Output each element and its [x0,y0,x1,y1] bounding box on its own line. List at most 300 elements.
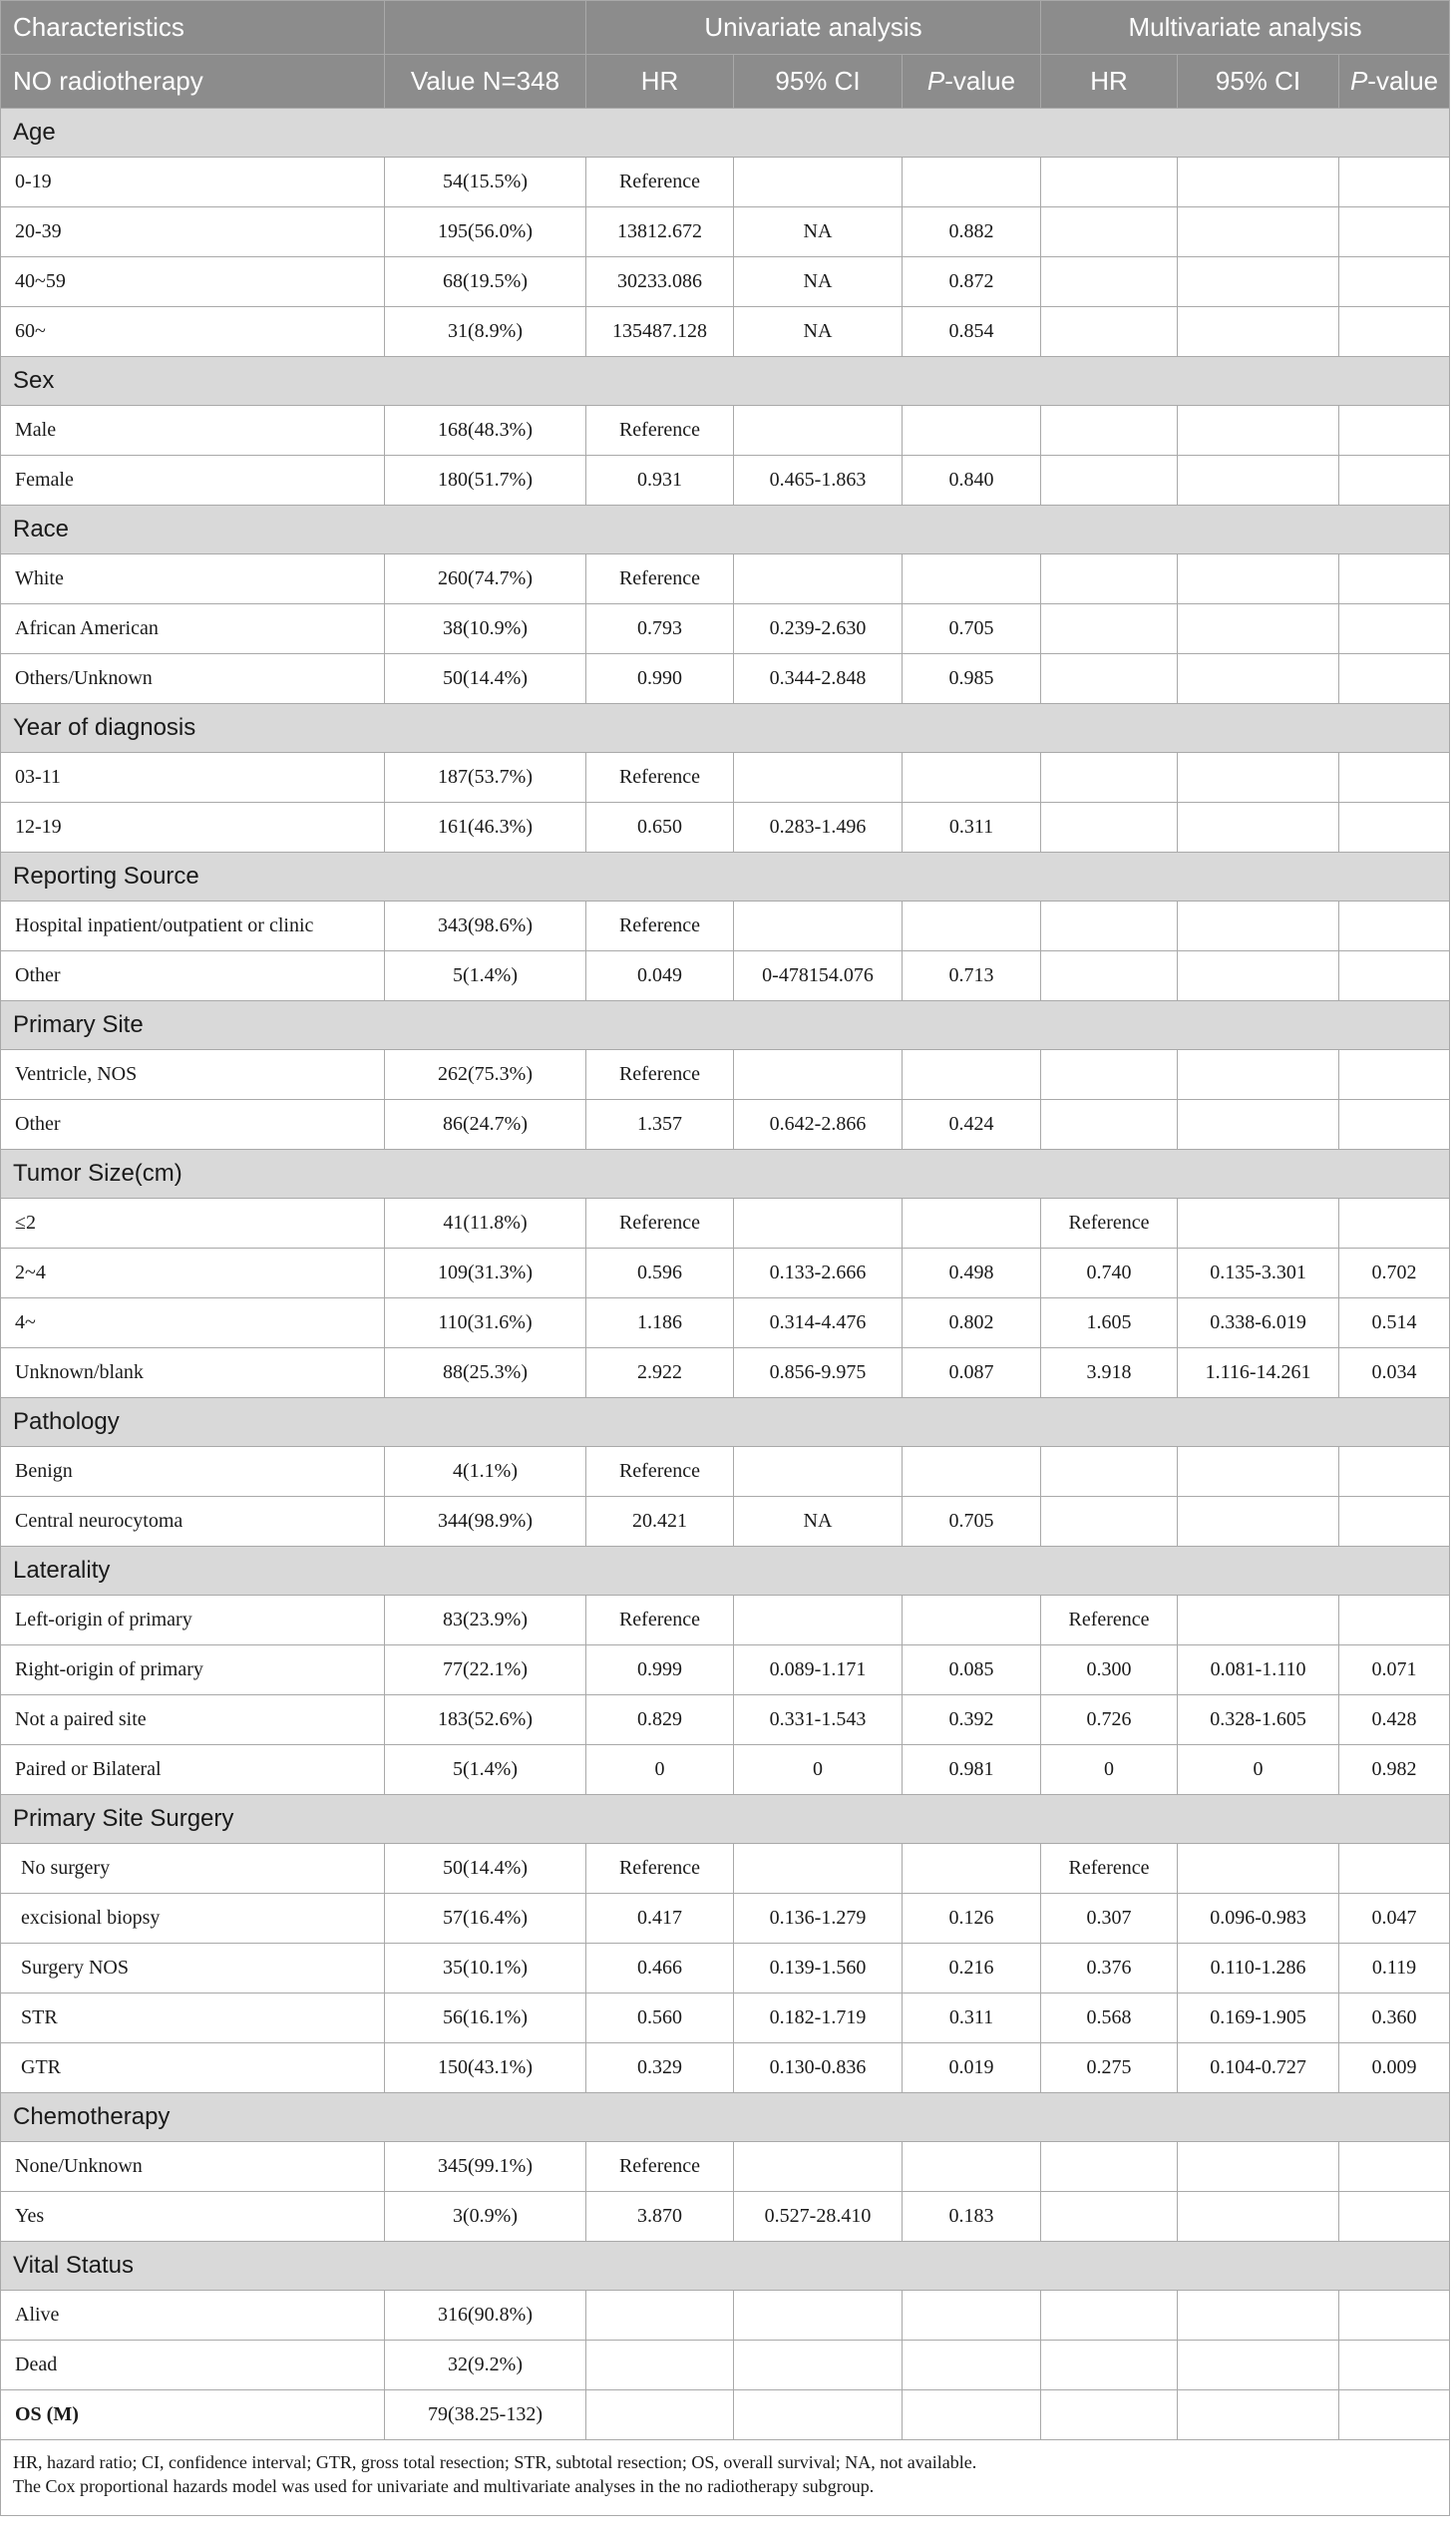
cell-uni-p [903,2341,1041,2390]
cell-uni-ci: 0.642-2.866 [734,1100,903,1150]
cell-uni-hr: 0.829 [586,1695,734,1745]
header-characteristics: Characteristics [1,1,385,55]
cell-label: Other [1,951,385,1001]
table-row [1,1447,1450,1497]
cell-uni-ci [734,1596,903,1645]
cell-uni-ci: 0.089-1.171 [734,1645,903,1695]
cell-multi-hr [1041,2341,1178,2390]
cell-multi-p [1339,456,1450,506]
cell-multi-ci [1178,1497,1339,1547]
table-row [1,158,1450,207]
cell-multi-p: 0.034 [1339,1348,1450,1398]
cell-multi-p [1339,406,1450,456]
cell-multi-p: 0.428 [1339,1695,1450,1745]
cell-multi-ci: 1.116-14.261 [1178,1348,1339,1398]
header-multi-ci: 95% CI [1178,55,1339,109]
cell-uni-ci: NA [734,307,903,357]
cell-label: excisional biopsy [1,1894,385,1944]
cell-label: Not a paired site [1,1695,385,1745]
cell-multi-hr: Reference [1041,1199,1178,1249]
cell-uni-p: 0.872 [903,257,1041,307]
table-row [1,1944,1450,1993]
cell-multi-ci [1178,207,1339,257]
cell-label: 0-19 [1,158,385,207]
cell-value: 343(98.6%) [385,902,586,951]
cell-multi-ci [1178,902,1339,951]
section-title: Vital Status [1,2242,1450,2291]
table-row [1,257,1450,307]
cell-multi-ci: 0.081-1.110 [1178,1645,1339,1695]
section-header-row [1,853,1450,902]
header-uni-ci: 95% CI [734,55,903,109]
cell-uni-p [903,2291,1041,2341]
cell-multi-p [1339,2390,1450,2440]
cell-uni-hr: 0.049 [586,951,734,1001]
cell-multi-ci: 0.328-1.605 [1178,1695,1339,1745]
cell-value: 345(99.1%) [385,2142,586,2192]
cell-multi-p [1339,2142,1450,2192]
cell-value: 262(75.3%) [385,1050,586,1100]
section-header-row [1,704,1450,753]
cell-multi-p: 0.982 [1339,1745,1450,1795]
cell-uni-hr: 0.990 [586,654,734,704]
cell-uni-p: 0.183 [903,2192,1041,2242]
cell-multi-p [1339,654,1450,704]
cell-uni-p [903,753,1041,803]
cell-value: 161(46.3%) [385,803,586,853]
cell-uni-hr: Reference [586,1596,734,1645]
cell-multi-hr: Reference [1041,1844,1178,1894]
header-uni-p-rest: -value [944,66,1016,96]
cell-value: 183(52.6%) [385,1695,586,1745]
header-uni-p [903,55,1041,109]
cell-value: 57(16.4%) [385,1894,586,1944]
cell-uni-ci [734,1447,903,1497]
header-value: Value N=348 [385,55,586,109]
cell-label: Male [1,406,385,456]
cell-uni-p [903,158,1041,207]
cell-uni-hr: 0.999 [586,1645,734,1695]
cell-multi-hr: 0.275 [1041,2043,1178,2093]
cell-uni-hr: 0.417 [586,1894,734,1944]
cell-uni-ci [734,1199,903,1249]
cell-multi-hr: 0.376 [1041,1944,1178,1993]
cell-multi-p [1339,158,1450,207]
cell-label: Others/Unknown [1,654,385,704]
cell-uni-p [903,1844,1041,1894]
cell-multi-hr: 1.605 [1041,1298,1178,1348]
cell-multi-hr [1041,1447,1178,1497]
cell-multi-hr [1041,753,1178,803]
cell-value: 180(51.7%) [385,456,586,506]
cell-uni-hr: 30233.086 [586,257,734,307]
section-title: Laterality [1,1547,1450,1596]
cell-multi-p: 0.009 [1339,2043,1450,2093]
cell-uni-p: 0.840 [903,456,1041,506]
cell-multi-hr [1041,257,1178,307]
cell-uni-p: 0.802 [903,1298,1041,1348]
cell-multi-ci [1178,1050,1339,1100]
cell-uni-hr: 0.931 [586,456,734,506]
cell-multi-ci [1178,2291,1339,2341]
cell-multi-hr [1041,554,1178,604]
footnote-abbreviations: HR, hazard ratio; CI, confidence interval; GTR, gross total resection; STR, subtotal resection; OS, overall survival; NA, not available. [13,2452,977,2472]
cell-label: Yes [1,2192,385,2242]
cell-uni-ci: 0.133-2.666 [734,1249,903,1298]
cell-multi-hr [1041,604,1178,654]
section-title: Pathology [1,1398,1450,1447]
cell-uni-hr: 1.186 [586,1298,734,1348]
cell-multi-hr [1041,1497,1178,1547]
cell-multi-ci [1178,2192,1339,2242]
cell-multi-hr [1041,951,1178,1001]
cell-value: 5(1.4%) [385,1745,586,1795]
cell-value: 35(10.1%) [385,1944,586,1993]
cell-multi-ci: 0.110-1.286 [1178,1944,1339,1993]
table-row [1,1348,1450,1398]
cell-multi-hr [1041,2142,1178,2192]
cell-uni-p [903,406,1041,456]
header-univariate: Univariate analysis [586,1,1041,55]
section-title: Tumor Size(cm) [1,1150,1450,1199]
cell-label: Benign [1,1447,385,1497]
section-header-row [1,2093,1450,2142]
header-uni-hr: HR [586,55,734,109]
cell-uni-hr: 20.421 [586,1497,734,1547]
section-title: Sex [1,357,1450,406]
cell-multi-hr [1041,456,1178,506]
cell-multi-p [1339,2291,1450,2341]
cell-value: 32(9.2%) [385,2341,586,2390]
cell-multi-ci [1178,604,1339,654]
cell-label: Left-origin of primary [1,1596,385,1645]
section-title: Age [1,109,1450,158]
table-row [1,1745,1450,1795]
table-row [1,902,1450,951]
table-row [1,1596,1450,1645]
cell-multi-ci [1178,554,1339,604]
table-row [1,2043,1450,2093]
cell-label: Hospital inpatient/outpatient or clinic [1,902,385,951]
cell-multi-hr: 0.568 [1041,1993,1178,2043]
cell-value: 3(0.9%) [385,2192,586,2242]
cell-uni-ci: 0.283-1.496 [734,803,903,853]
cell-uni-p: 0.424 [903,1100,1041,1150]
cell-multi-ci [1178,1447,1339,1497]
cell-multi-ci [1178,2341,1339,2390]
section-title: Reporting Source [1,853,1450,902]
section-header-row [1,357,1450,406]
cell-label: 20-39 [1,207,385,257]
cell-multi-p [1339,1497,1450,1547]
cell-label: STR [1,1993,385,2043]
cell-label: African American [1,604,385,654]
cell-uni-ci: 0.239-2.630 [734,604,903,654]
cell-label: 4~ [1,1298,385,1348]
cell-label: Surgery NOS [1,1944,385,1993]
cell-label: Unknown/blank [1,1348,385,1398]
cell-uni-ci [734,2291,903,2341]
cell-label: 03-11 [1,753,385,803]
cell-uni-hr: Reference [586,902,734,951]
cell-multi-hr [1041,2192,1178,2242]
header-multi-p [1339,55,1450,109]
cell-multi-hr: 0.307 [1041,1894,1178,1944]
cell-multi-hr [1041,803,1178,853]
cell-multi-ci: 0.135-3.301 [1178,1249,1339,1298]
cell-uni-ci [734,2390,903,2440]
table-row [1,951,1450,1001]
footnote-method: The Cox proportional hazards model was used for univariate and multivariate analyses in the no radiotherapy subgroup. [13,2476,875,2496]
cell-uni-ci [734,158,903,207]
cell-uni-p: 0.981 [903,1745,1041,1795]
cell-value: 68(19.5%) [385,257,586,307]
cell-multi-hr [1041,902,1178,951]
cell-multi-p [1339,1447,1450,1497]
cell-uni-hr: 0.560 [586,1993,734,2043]
cell-uni-ci [734,1050,903,1100]
header-blank [385,1,586,55]
cell-uni-p: 0.019 [903,2043,1041,2093]
cell-value: 88(25.3%) [385,1348,586,1398]
cell-uni-p: 0.882 [903,207,1041,257]
cell-multi-p [1339,2192,1450,2242]
section-header-row [1,1547,1450,1596]
cell-uni-hr: Reference [586,753,734,803]
cell-value: 187(53.7%) [385,753,586,803]
cell-multi-hr: 3.918 [1041,1348,1178,1398]
section-title: Year of diagnosis [1,704,1450,753]
cell-multi-hr: 0.726 [1041,1695,1178,1745]
cell-multi-ci [1178,1596,1339,1645]
section-title: Primary Site Surgery [1,1795,1450,1844]
cell-label: Ventricle, NOS [1,1050,385,1100]
table-row [1,1100,1450,1150]
table-row [1,2341,1450,2390]
cell-multi-hr [1041,1100,1178,1150]
cell-multi-p [1339,1844,1450,1894]
cell-uni-p: 0.392 [903,1695,1041,1745]
cell-value: 344(98.9%) [385,1497,586,1547]
cell-multi-hr: Reference [1041,1596,1178,1645]
cell-uni-ci: 0.527-28.410 [734,2192,903,2242]
cell-multi-p [1339,2341,1450,2390]
cell-uni-hr: Reference [586,1050,734,1100]
cell-multi-ci: 0.338-6.019 [1178,1298,1339,1348]
cell-uni-p [903,554,1041,604]
cell-uni-ci [734,2341,903,2390]
cell-multi-p: 0.071 [1339,1645,1450,1695]
cell-uni-hr: Reference [586,158,734,207]
cell-uni-ci: NA [734,207,903,257]
cell-uni-hr: 0.329 [586,2043,734,2093]
cell-uni-ci [734,406,903,456]
section-title: Chemotherapy [1,2093,1450,2142]
cell-uni-ci: 0.130-0.836 [734,2043,903,2093]
table-row [1,753,1450,803]
table-row [1,1993,1450,2043]
table-row [1,803,1450,853]
table-row [1,456,1450,506]
cell-uni-ci: NA [734,1497,903,1547]
section-header-row [1,2242,1450,2291]
cell-value: 4(1.1%) [385,1447,586,1497]
cell-multi-ci: 0.169-1.905 [1178,1993,1339,2043]
cell-uni-ci [734,554,903,604]
section-header-row [1,109,1450,158]
cell-value: 41(11.8%) [385,1199,586,1249]
cell-value: 168(48.3%) [385,406,586,456]
cell-label: ≤2 [1,1199,385,1249]
table-row [1,654,1450,704]
cell-uni-hr: 0.466 [586,1944,734,1993]
cell-label: Other [1,1100,385,1150]
cell-uni-p [903,1050,1041,1100]
cell-uni-p: 0.985 [903,654,1041,704]
cell-multi-ci: 0.096-0.983 [1178,1894,1339,1944]
header-row-2 [1,55,1450,109]
cell-multi-ci [1178,456,1339,506]
header-multivariate: Multivariate analysis [1041,1,1450,55]
cell-uni-hr: Reference [586,1447,734,1497]
header-uni-p-italic: P [926,66,945,96]
table-row [1,207,1450,257]
cell-multi-hr: 0 [1041,1745,1178,1795]
cell-uni-p [903,1447,1041,1497]
cell-uni-ci: 0 [734,1745,903,1795]
section-header-row [1,1150,1450,1199]
cell-uni-hr: 2.922 [586,1348,734,1398]
cell-label: 40~59 [1,257,385,307]
cell-label: OS (M) [1,2390,385,2440]
cell-multi-ci [1178,654,1339,704]
header-multi-p-italic: P [1349,66,1368,96]
cell-uni-ci: 0.465-1.863 [734,456,903,506]
cell-value: 260(74.7%) [385,554,586,604]
table-row [1,307,1450,357]
cell-label: None/Unknown [1,2142,385,2192]
section-header-row [1,506,1450,554]
table-row [1,1844,1450,1894]
cell-uni-ci: 0.182-1.719 [734,1993,903,2043]
cell-multi-p [1339,307,1450,357]
cell-uni-p: 0.498 [903,1249,1041,1298]
cell-uni-p: 0.311 [903,803,1041,853]
table-body [1,109,1450,2440]
cell-multi-p [1339,207,1450,257]
table-header [1,1,1450,109]
cell-uni-hr: Reference [586,406,734,456]
table-row [1,1497,1450,1547]
cell-value: 79(38.25-132) [385,2390,586,2440]
cell-multi-ci: 0.104-0.727 [1178,2043,1339,2093]
cell-multi-hr [1041,207,1178,257]
cell-multi-ci [1178,257,1339,307]
cell-uni-hr: Reference [586,554,734,604]
cell-uni-p: 0.087 [903,1348,1041,1398]
cell-multi-hr [1041,654,1178,704]
cell-label: Paired or Bilateral [1,1745,385,1795]
table-row [1,1645,1450,1695]
cell-uni-ci [734,753,903,803]
cell-value: 316(90.8%) [385,2291,586,2341]
cell-value: 5(1.4%) [385,951,586,1001]
cell-uni-p [903,902,1041,951]
cell-multi-p: 0.360 [1339,1993,1450,2043]
cell-uni-ci [734,1844,903,1894]
cell-uni-hr [586,2390,734,2440]
cell-multi-hr [1041,1050,1178,1100]
cell-uni-hr [586,2341,734,2390]
cell-value: 110(31.6%) [385,1298,586,1348]
cell-label: Right-origin of primary [1,1645,385,1695]
cell-uni-hr: 0 [586,1745,734,1795]
table-row [1,604,1450,654]
cell-multi-hr [1041,2291,1178,2341]
cell-uni-p: 0.216 [903,1944,1041,1993]
cell-multi-ci [1178,1100,1339,1150]
section-title: Primary Site [1,1001,1450,1050]
cell-uni-ci [734,902,903,951]
cell-uni-p [903,1596,1041,1645]
cell-value: 109(31.3%) [385,1249,586,1298]
cell-multi-ci [1178,1199,1339,1249]
cell-uni-p [903,2142,1041,2192]
header-multi-p-rest: -value [1367,66,1439,96]
cell-value: 50(14.4%) [385,1844,586,1894]
cell-uni-ci: NA [734,257,903,307]
cell-multi-hr [1041,406,1178,456]
cell-label: Alive [1,2291,385,2341]
cell-value: 86(24.7%) [385,1100,586,1150]
cell-label: 2~4 [1,1249,385,1298]
cell-multi-p [1339,1199,1450,1249]
cell-value: 38(10.9%) [385,604,586,654]
cell-value: 150(43.1%) [385,2043,586,2093]
footnote-row [1,2440,1450,2516]
cell-value: 56(16.1%) [385,1993,586,2043]
cell-multi-ci [1178,2390,1339,2440]
cell-multi-p: 0.119 [1339,1944,1450,1993]
cell-value: 54(15.5%) [385,158,586,207]
cell-uni-ci: 0.856-9.975 [734,1348,903,1398]
cell-uni-hr: 135487.128 [586,307,734,357]
cell-label: No surgery [1,1844,385,1894]
header-group: NO radiotherapy [1,55,385,109]
cell-uni-ci: 0.314-4.476 [734,1298,903,1348]
cell-uni-hr: 0.596 [586,1249,734,1298]
section-header-row [1,1001,1450,1050]
footnote-cell [1,2440,1450,2516]
cell-uni-p: 0.854 [903,307,1041,357]
cell-multi-ci [1178,803,1339,853]
cell-uni-p: 0.085 [903,1645,1041,1695]
cell-label: White [1,554,385,604]
cell-uni-ci [734,2142,903,2192]
cell-multi-ci [1178,307,1339,357]
table-row [1,1249,1450,1298]
cell-uni-hr: Reference [586,1199,734,1249]
cell-multi-hr [1041,2390,1178,2440]
cell-uni-hr: 0.793 [586,604,734,654]
table-row [1,2192,1450,2242]
cell-uni-p: 0.311 [903,1993,1041,2043]
section-header-row [1,1795,1450,1844]
cell-uni-hr: 13812.672 [586,207,734,257]
cell-multi-ci [1178,406,1339,456]
section-header-row [1,1398,1450,1447]
table-row [1,2142,1450,2192]
